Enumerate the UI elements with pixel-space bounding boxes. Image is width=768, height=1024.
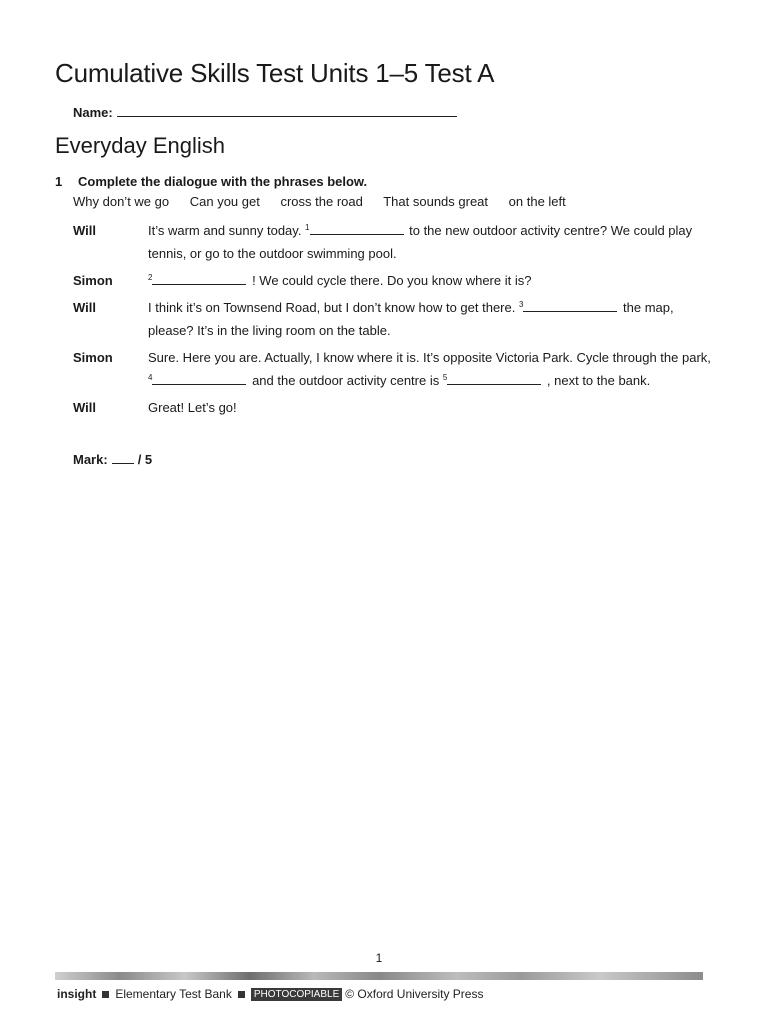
mark-blank[interactable] (112, 451, 134, 464)
text-segment: It’s warm and sunny today. (148, 223, 306, 238)
footer (57, 987, 483, 1001)
page-title: Cumulative Skills Test Units 1–5 Test A (55, 58, 495, 88)
phrase: Can you get (189, 194, 260, 209)
page-number: 1 (375, 951, 383, 965)
phrase: on the left (508, 194, 566, 209)
gap-number: 4 (148, 373, 153, 382)
text-segment: ! We could cycle there. Do you know where it is? (248, 273, 532, 288)
section-title: Everyday English (55, 133, 225, 158)
text-segment: and the outdoor activity centre is (248, 373, 443, 388)
photocopiable-badge: PHOTOCOPIABLE (251, 988, 342, 1001)
speaker: Simon (73, 273, 113, 288)
dialogue-line (73, 296, 713, 342)
footer-series: Elementary Test Bank (115, 987, 232, 1001)
name-blank[interactable] (117, 103, 457, 117)
mark-field (73, 451, 152, 467)
text-segment: Sure. Here you are. Actually, I know where it is. It’s opposite Victoria Park. Cycle through the park, (148, 350, 711, 365)
footer-image-band (55, 972, 703, 980)
exercise-instruction (55, 174, 367, 189)
speaker: Will (73, 300, 96, 315)
exercise-number: 1 (55, 174, 63, 189)
answer-gap[interactable] (447, 372, 541, 385)
phrase: cross the road (280, 194, 363, 209)
gap-number: 3 (518, 300, 524, 309)
text-segment: I think it’s on Townsend Road, but I don’t know how to get there. (148, 300, 519, 315)
dialogue-text (148, 346, 713, 392)
dialogue-line (73, 219, 713, 265)
phrase: Why don’t we go (73, 194, 170, 209)
speaker: Will (73, 223, 96, 238)
dialogue-text (148, 296, 713, 342)
text-segment: Great! Let’s go! (148, 400, 237, 415)
dialogue-text (148, 396, 713, 419)
gap-number: 5 (442, 373, 448, 382)
phrase: That sounds great (383, 194, 489, 209)
footer-publisher: © Oxford University Press (345, 987, 484, 1001)
name-label: Name: (73, 105, 113, 120)
dialogue-line (73, 269, 713, 292)
mark-total: / 5 (137, 452, 153, 467)
dialogue (73, 219, 713, 423)
text-segment: the map, please? It’s in the living room on the table. (148, 300, 674, 338)
gap-number: 1 (305, 223, 310, 232)
text-segment: to the new outdoor activity centre? We could play tennis, or go to the outdoor swimming pool. (148, 223, 693, 261)
footer-brand: insight (57, 987, 97, 1001)
dialogue-text (148, 219, 713, 265)
speaker: Simon (73, 350, 113, 365)
answer-gap[interactable] (310, 222, 404, 235)
dialogue-line (73, 346, 713, 392)
square-bullet-icon (238, 991, 245, 998)
name-field (73, 103, 457, 120)
text-segment: , next to the bank. (543, 373, 651, 388)
answer-gap[interactable] (152, 272, 246, 285)
speaker: Will (73, 400, 96, 415)
gap-number: 2 (148, 273, 153, 282)
instruction-text: Complete the dialogue with the phrases below. (78, 174, 368, 189)
square-bullet-icon (102, 991, 109, 998)
dialogue-text (148, 269, 713, 292)
answer-gap[interactable] (523, 299, 617, 312)
mark-label: Mark: (73, 452, 108, 467)
phrase-bank (73, 194, 583, 209)
answer-gap[interactable] (152, 372, 246, 385)
dialogue-line (73, 396, 713, 419)
